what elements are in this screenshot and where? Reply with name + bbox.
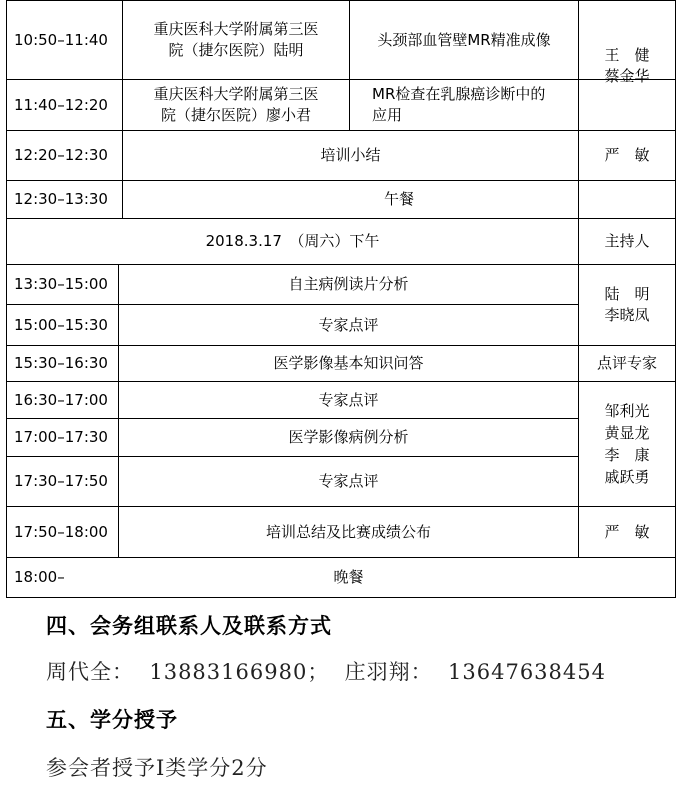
time-slot: 17:50–18:00 [14,522,108,541]
schedule-table [6,0,676,598]
time-slot: 15:30–16:30 [14,354,108,372]
time-slot: 11:40–12:20 [14,95,108,114]
time-slot: 13:30–15:00 [14,275,108,293]
time-slot: 12:20–12:30 [14,146,108,164]
time-slot: 18:00– [14,568,65,586]
time-slot: 17:30–17:50 [14,472,108,490]
host-cell: 严 敏 [604,522,650,541]
host-cell [579,382,675,506]
activity-cell: 专家点评 [318,315,379,334]
speaker-line: 重庆医科大学附属第三医 [153,85,319,103]
table-border-bottom [6,597,676,598]
activity-cell: 午餐 [383,190,414,208]
host-name: 王 健 [604,45,650,64]
session-header: 2018.3.17 （周六）下午 [205,232,380,250]
credits-text: 参会者授予Ⅰ类学分2分 [46,756,268,780]
time-slot: 15:00–15:30 [14,315,108,334]
activity-cell: 专家点评 [318,390,379,409]
contacts-text: 周代全： 13883166980； 庄羽翔： 13647638454 [46,660,606,684]
topic-cell [350,1,578,79]
activity-cell: 专家点评 [318,472,379,490]
host-cell [579,1,675,130]
time-slot: 17:00–17:30 [14,428,108,446]
time-slot: 10:50–11:40 [14,30,108,49]
activity-cell: 培训总结及比赛成绩公布 [265,522,431,541]
time-slot: 12:30–13:30 [14,190,108,208]
host-name: 陆 明 [604,285,650,303]
speaker-line: 院（捷尔医院）廖小君 [160,106,311,124]
host-name: 戚跃勇 [604,468,650,486]
speaker-line: 重庆医科大学附属第三医 [153,20,319,38]
host-cell: 严 敏 [604,146,650,164]
host-name: 蔡金华 [604,66,650,85]
topic-line: 头颈部血管壁MR精准成像 [377,30,551,49]
contacts-heading: 四、会务组联系人及联系方式 [46,614,332,638]
topic-line: MR检查在乳腺癌诊断中的 [372,85,546,103]
activity-cell: 培训小结 [320,146,381,164]
speaker-line: 院（捷尔医院）陆明 [168,41,304,59]
speaker-cell [123,80,349,130]
host-name: 黄显龙 [604,424,650,442]
table-border-right [675,0,676,598]
host-name: 李晓凤 [604,306,650,324]
activity-cell: 医学影像基本知识问答 [273,354,424,372]
topic-cell [350,80,578,130]
host-cell: 点评专家 [596,354,657,372]
host-name: 李 康 [604,446,650,464]
host-header: 主持人 [604,232,650,250]
credits-heading: 五、学分授予 [46,708,178,732]
host-name: 邹利光 [604,402,650,420]
activity-cell: 医学影像病例分析 [288,428,409,446]
host-cell [579,265,675,345]
activity-cell: 晚餐 [333,568,364,586]
speaker-cell [123,1,349,79]
topic-line: 应用 [372,106,403,124]
time-slot: 16:30–17:00 [14,390,108,409]
activity-cell: 自主病例读片分析 [288,275,409,293]
